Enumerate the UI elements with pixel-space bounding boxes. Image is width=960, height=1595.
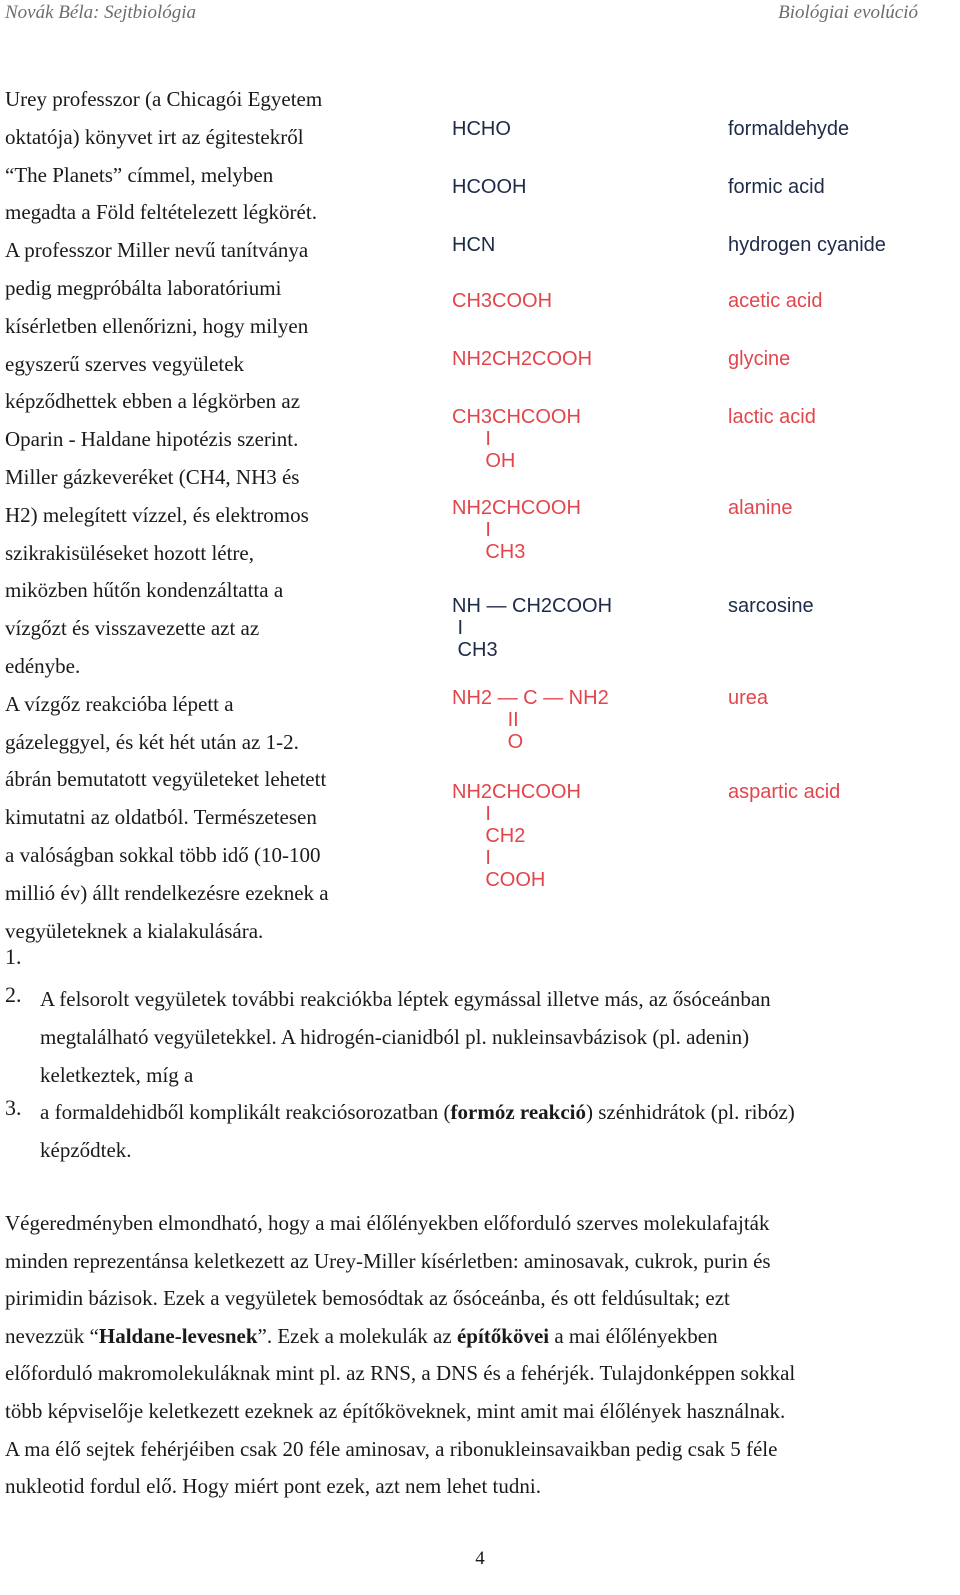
list-number: 2. <box>5 982 22 1007</box>
compound-formula: CH3CHCOOH I OH <box>452 406 581 472</box>
text-line: előforduló makromolekuláknak mint pl. az RNS, a DNS és a fehérjék. Tulajdonképpen sokkal <box>5 1361 796 1386</box>
compound-formula: HCN <box>452 234 496 256</box>
compound-name: sarcosine <box>728 595 814 617</box>
intro-text <box>5 81 425 950</box>
text-line: képződhettek ebben a légkörben az <box>5 389 301 414</box>
conclusion-paragraph <box>5 1205 950 1506</box>
compound-formula: NH2CHCOOH I CH3 <box>452 497 581 563</box>
list-number: 1. <box>5 944 22 969</box>
text-line <box>40 1094 950 1132</box>
list-item-text <box>40 1094 950 1170</box>
text-span: a formaldehidből komplikált reakciósorozatban ( <box>40 1100 451 1124</box>
compound-name: acetic acid <box>728 290 823 312</box>
bold-term: Haldane-levesnek <box>98 1323 258 1348</box>
text-span: ) szénhidrátok (pl. ribóz) <box>586 1100 795 1124</box>
text-line: kimutatni az oldatból. Természetesen <box>5 805 317 830</box>
compound-list-figure <box>440 100 930 900</box>
text-span: ”. Ezek a molekulák az <box>257 1323 457 1348</box>
text-line: a valóságban sokkal több idő (10-100 <box>5 842 321 867</box>
text-line: vegyületeknek a kialakulására. <box>5 918 264 943</box>
bold-term: építőkövei <box>456 1323 550 1348</box>
text-line: edénybe. <box>5 653 81 678</box>
compound-formula: CH3COOH <box>452 290 553 312</box>
text-line: vízgőzt és visszavezette azt az <box>5 616 260 641</box>
compound-name: alanine <box>728 497 793 519</box>
text-line: oktatója) könyvet irt az égitestekről <box>5 124 304 149</box>
text-line: A professzor Miller nevű tanítványa <box>5 238 309 263</box>
text-line: szikrakisüléseket hozott létre, <box>5 540 254 565</box>
compound-name: glycine <box>728 348 791 370</box>
text-span: a mai élőlényekben <box>549 1323 718 1348</box>
text-line: pedig megpróbálta laboratóriumi <box>5 275 282 300</box>
text-line: millió év) állt rendelkezésre ezeknek a <box>5 880 329 905</box>
text-line <box>5 1318 950 1356</box>
text-line: Miller gázkeveréket (CH4, NH3 és <box>5 464 300 489</box>
text-line: nukleotid fordul elő. Hogy miért pont ezek, azt nem lehet tudni. <box>5 1474 541 1499</box>
text-line: minden reprezentánsa keletkezett az Urey-Miller kísérletben: aminosavak, cukrok, purin és <box>5 1248 771 1273</box>
compound-name: hydrogen cyanide <box>728 234 886 256</box>
text-line: miközben hűtőn kondenzáltatta a <box>5 578 284 603</box>
page-number: 4 <box>475 1548 485 1569</box>
compound-formula: NH2CHCOOH I CH2 I COOH <box>452 781 581 891</box>
compound-name: aspartic acid <box>728 781 841 803</box>
text-line: megtalálható vegyületekkel. A hidrogén-cianidból pl. nukleinsavbázisok (pl. adenin) <box>40 1024 750 1049</box>
text-line: kísérletben ellenőrizni, hogy milyen <box>5 313 309 338</box>
compound-formula: HCOOH <box>452 176 527 198</box>
compound-name: urea <box>728 687 769 709</box>
text-span: nevezzük “ <box>5 1323 99 1348</box>
list-item-text <box>40 981 950 1094</box>
text-line: pirimidin bázisok. Ezek a vegyületek bemosódtak az ősóceánba, és ott feldúsultak; ezt <box>5 1286 730 1311</box>
bold-term: formóz reakció <box>450 1100 587 1124</box>
text-line: Urey professzor (a Chicagói Egyetem <box>5 87 323 111</box>
text-line: ábrán bemutatott vegyületeket lehetett <box>5 767 327 792</box>
compound-formula: HCHO <box>452 118 511 140</box>
text-line: megadta a Föld feltételezett légkörét. <box>5 200 317 225</box>
text-line: gázeleggyel, és két hét után az 1-2. <box>5 729 299 754</box>
text-line: több képviselője keletkezett ezeknek az építőköveknek, mint amit mai élőlények használnak. <box>5 1398 786 1423</box>
text-line: képződtek. <box>40 1137 132 1162</box>
text-line: “The Planets” címmel, melyben <box>5 162 274 187</box>
page-header <box>0 0 960 26</box>
text-line: A ma élő sejtek fehérjéiben csak 20 féle aminosav, a ribonukleinsavaikban pedig csak 5 féle <box>5 1436 778 1461</box>
compound-formula: NH2 — C — NH2 II O <box>452 687 609 753</box>
compound-name: formic acid <box>728 176 825 198</box>
compound-name: lactic acid <box>728 406 816 428</box>
text-line: keletkeztek, míg a <box>40 1062 194 1087</box>
header-chapter: Biológiai evolúció <box>778 2 918 23</box>
text-line: A felsorolt vegyületek további reakciókba léptek egymással illetve más, az ősóceánban <box>40 987 771 1011</box>
compound-formula: NH2CH2COOH <box>452 348 593 370</box>
text-line: H2) melegített vízzel, és elektromos <box>5 502 309 527</box>
text-line: Végeredményben elmondható, hogy a mai élőlényekben előforduló szerves molekulafajták <box>5 1211 770 1235</box>
compound-name: formaldehyde <box>728 118 850 140</box>
compound-formula: NH — CH2COOH I CH3 <box>452 595 613 661</box>
list-number: 3. <box>5 1095 22 1120</box>
text-line: A vízgőz reakcióba lépett a <box>5 691 234 716</box>
text-line: Oparin - Haldane hipotézis szerint. <box>5 427 299 452</box>
header-author-title: Novák Béla: Sejtbiológia <box>5 2 197 23</box>
text-line: egyszerű szerves vegyületek <box>5 351 245 376</box>
